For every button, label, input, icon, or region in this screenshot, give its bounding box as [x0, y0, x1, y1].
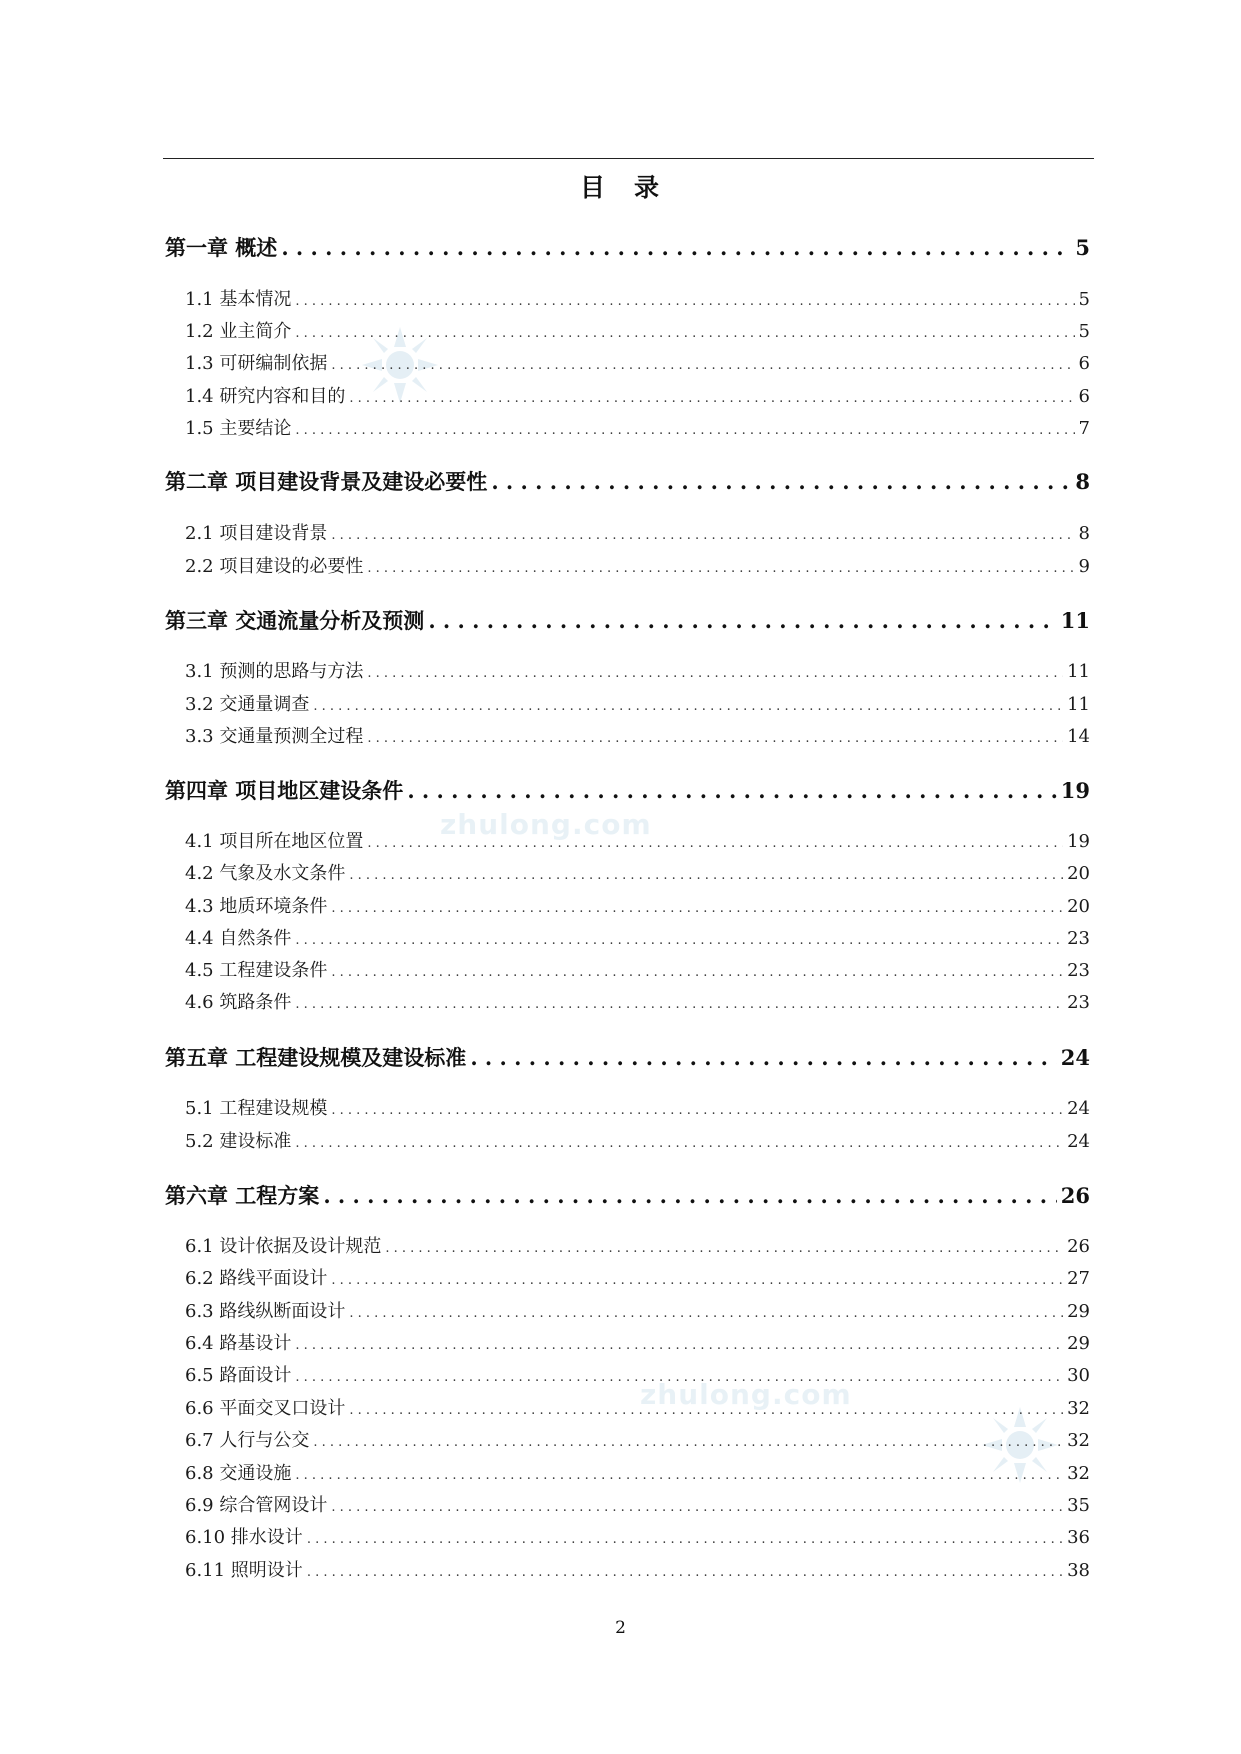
toc-entry-title: 4.5 工程建设条件 [185, 960, 328, 981]
toc-entry-page: 9 [1078, 556, 1090, 577]
toc-dot-leader [295, 423, 1074, 438]
toc-entry-page: 23 [1067, 960, 1090, 981]
toc-entry-page: 38 [1067, 1560, 1090, 1581]
toc-entry-page: 6 [1078, 353, 1090, 374]
toc-dot-leader [331, 528, 1074, 543]
toc-entry-page: 26 [1060, 1183, 1090, 1208]
toc-dot-leader [428, 608, 1056, 633]
toc-entry-page: 20 [1067, 896, 1090, 917]
toc-dot-leader [349, 391, 1074, 406]
toc-entry-page: 7 [1078, 418, 1090, 439]
toc-section-entry[interactable] [185, 722, 1090, 748]
toc-dot-leader [295, 1468, 1063, 1483]
toc-dot-leader [331, 1103, 1063, 1118]
toc-section-entry[interactable] [185, 924, 1090, 950]
toc-dot-leader [367, 561, 1074, 576]
toc-entry-page: 32 [1067, 1398, 1090, 1419]
toc-entry-title: 6.9 综合管网设计 [185, 1495, 328, 1516]
toc-section-entry[interactable] [185, 1459, 1090, 1485]
toc-entry-page: 23 [1067, 992, 1090, 1013]
toc-entry-title: 2.2 项目建设的必要性 [185, 556, 364, 577]
toc-entry-page: 11 [1067, 661, 1090, 682]
toc-section-entry[interactable] [185, 1491, 1090, 1517]
toc-section-entry[interactable] [185, 1127, 1090, 1153]
toc-entry-title: 第四章 项目地区建设条件 [165, 778, 404, 803]
toc-section-entry[interactable] [185, 552, 1090, 578]
toc-entry-page: 11 [1067, 694, 1090, 715]
toc-entry-title: 1.1 基本情况 [185, 289, 292, 310]
toc-entry-title: 6.5 路面设计 [185, 1365, 292, 1386]
toc-dot-leader [331, 1273, 1063, 1288]
toc-entry-title: 1.5 主要结论 [185, 418, 292, 439]
toc-section-entry[interactable] [185, 1297, 1090, 1323]
toc-dot-leader [349, 868, 1063, 883]
toc-entry-page: 24 [1067, 1131, 1090, 1152]
toc-entry-page: 26 [1067, 1236, 1090, 1257]
toc-entry-page: 32 [1067, 1463, 1090, 1484]
toc-entry-page: 8 [1075, 469, 1090, 494]
toc-entry-page: 24 [1067, 1098, 1090, 1119]
toc-entry-title: 1.2 业主简介 [185, 321, 292, 342]
toc-dot-leader [349, 1306, 1063, 1321]
toc-entry-title: 3.3 交通量预测全过程 [185, 726, 364, 747]
toc-section-entry[interactable] [185, 1394, 1090, 1420]
toc-section-entry[interactable] [185, 690, 1090, 716]
toc-entry-page: 24 [1060, 1045, 1090, 1070]
toc-dot-leader [331, 901, 1063, 916]
toc-entry-page: 11 [1060, 608, 1090, 633]
toc-dot-leader [331, 1500, 1063, 1515]
toc-entry-title: 1.3 可研编制依据 [185, 353, 328, 374]
toc-entry-page: 19 [1060, 778, 1090, 803]
toc-section-entry[interactable] [185, 827, 1090, 853]
toc-entry-page: 5 [1078, 289, 1090, 310]
toc-entry-page: 29 [1067, 1301, 1090, 1322]
toc-entry-title: 6.4 路基设计 [185, 1333, 292, 1354]
watermark-text: zhulong.com [440, 808, 652, 841]
toc-entry-title: 1.4 研究内容和目的 [185, 386, 346, 407]
toc-dot-leader [367, 836, 1063, 851]
toc-dot-leader [313, 699, 1063, 714]
toc-entry-page: 5 [1075, 235, 1090, 260]
toc-entry-page: 32 [1067, 1430, 1090, 1451]
toc-entry-page: 27 [1067, 1268, 1090, 1289]
toc-section-entry[interactable] [185, 988, 1090, 1014]
toc-dot-leader [331, 358, 1074, 373]
toc-entry-title: 第三章 交通流量分析及预测 [165, 608, 425, 633]
toc-section-entry[interactable] [185, 317, 1090, 343]
toc-section-entry[interactable] [185, 657, 1090, 683]
toc-entry-title: 4.6 筑路条件 [185, 992, 292, 1013]
toc-entry-title: 第一章 概述 [165, 235, 278, 260]
toc-dot-leader [295, 1370, 1063, 1385]
toc-section-entry[interactable] [185, 1523, 1090, 1549]
toc-entry-title: 6.3 路线纵断面设计 [185, 1301, 346, 1322]
toc-entry-page: 8 [1078, 523, 1090, 544]
watermark-text: zhulong.com [640, 1378, 852, 1411]
toc-entry-title: 3.1 预测的思路与方法 [185, 661, 364, 682]
toc-dot-leader [295, 1338, 1063, 1353]
toc-dot-leader [323, 1183, 1056, 1208]
toc-dot-leader [470, 1045, 1056, 1070]
toc-chapter-entry[interactable] [165, 466, 1090, 496]
toc-section-entry[interactable] [185, 382, 1090, 408]
toc-entry-title: 第六章 工程方案 [165, 1183, 320, 1208]
toc-entry-title: 6.11 照明设计 [185, 1560, 303, 1581]
toc-title: 目 录 [579, 173, 661, 202]
toc-entry-page: 23 [1067, 928, 1090, 949]
toc-entry-title: 4.4 自然条件 [185, 928, 292, 949]
page-number: 2 [615, 1618, 626, 1638]
toc-entry-title: 5.1 工程建设规模 [185, 1098, 328, 1119]
toc-section-entry[interactable] [185, 414, 1090, 440]
toc-dot-leader [491, 469, 1071, 494]
toc-entry-page: 6 [1078, 386, 1090, 407]
toc-section-entry[interactable] [185, 1264, 1090, 1290]
toc-chapter-entry[interactable] [165, 775, 1090, 805]
toc-dot-leader [331, 965, 1063, 980]
toc-chapter-entry[interactable] [165, 232, 1090, 262]
toc-entry-title: 4.3 地质环境条件 [185, 896, 328, 917]
toc-dot-leader [367, 666, 1063, 681]
toc-entry-title: 2.1 项目建设背景 [185, 523, 328, 544]
toc-dot-leader [367, 731, 1063, 746]
toc-entry-title: 第五章 工程建设规模及建设标准 [165, 1045, 467, 1070]
toc-entry-page: 5 [1078, 321, 1090, 342]
toc-dot-leader [313, 1435, 1063, 1450]
toc-dot-leader [307, 1565, 1063, 1580]
toc-entry-page: 19 [1067, 831, 1090, 852]
toc-section-entry[interactable] [185, 1556, 1090, 1582]
toc-chapter-entry[interactable] [165, 1180, 1090, 1210]
toc-entry-title: 6.6 平面交叉口设计 [185, 1398, 346, 1419]
toc-entry-page: 14 [1067, 726, 1090, 747]
toc-dot-leader [407, 778, 1056, 803]
toc-entry-title: 5.2 建设标准 [185, 1131, 292, 1152]
toc-dot-leader [385, 1241, 1063, 1256]
toc-entry-page: 36 [1067, 1527, 1090, 1548]
toc-dot-leader [295, 933, 1063, 948]
toc-entry-title: 第二章 项目建设背景及建设必要性 [165, 469, 488, 494]
toc-section-entry[interactable] [185, 956, 1090, 982]
toc-entry-title: 6.8 交通设施 [185, 1463, 292, 1484]
toc-section-entry[interactable] [185, 859, 1090, 885]
toc-entry-title: 4.2 气象及水文条件 [185, 863, 346, 884]
toc-entry-title: 6.2 路线平面设计 [185, 1268, 328, 1289]
toc-section-entry[interactable] [185, 892, 1090, 918]
toc-entry-page: 35 [1067, 1495, 1090, 1516]
toc-entry-title: 3.2 交通量调查 [185, 694, 310, 715]
toc-entry-page: 29 [1067, 1333, 1090, 1354]
toc-section-entry[interactable] [185, 519, 1090, 545]
toc-entry-title: 6.1 设计依据及设计规范 [185, 1236, 382, 1257]
toc-chapter-entry[interactable] [165, 1042, 1090, 1072]
toc-section-entry[interactable] [185, 1361, 1090, 1387]
toc-section-entry[interactable] [185, 349, 1090, 375]
toc-section-entry[interactable] [185, 1232, 1090, 1258]
toc-entry-title: 6.7 人行与公交 [185, 1430, 310, 1451]
toc-section-entry[interactable] [185, 285, 1090, 311]
toc-entry-title: 6.10 排水设计 [185, 1527, 303, 1548]
toc-dot-leader [295, 326, 1074, 341]
toc-dot-leader [349, 1403, 1063, 1418]
toc-dot-leader [281, 235, 1071, 260]
toc-dot-leader [295, 997, 1063, 1012]
toc-entry-title: 4.1 项目所在地区位置 [185, 831, 364, 852]
toc-dot-leader [295, 1136, 1063, 1151]
toc-section-entry[interactable] [185, 1094, 1090, 1120]
toc-chapter-entry[interactable] [165, 605, 1090, 635]
toc-entry-page: 30 [1067, 1365, 1090, 1386]
toc-section-entry[interactable] [185, 1329, 1090, 1355]
toc-entry-page: 20 [1067, 863, 1090, 884]
toc-dot-leader [307, 1532, 1063, 1547]
toc-section-entry[interactable] [185, 1426, 1090, 1452]
toc-dot-leader [295, 294, 1074, 309]
